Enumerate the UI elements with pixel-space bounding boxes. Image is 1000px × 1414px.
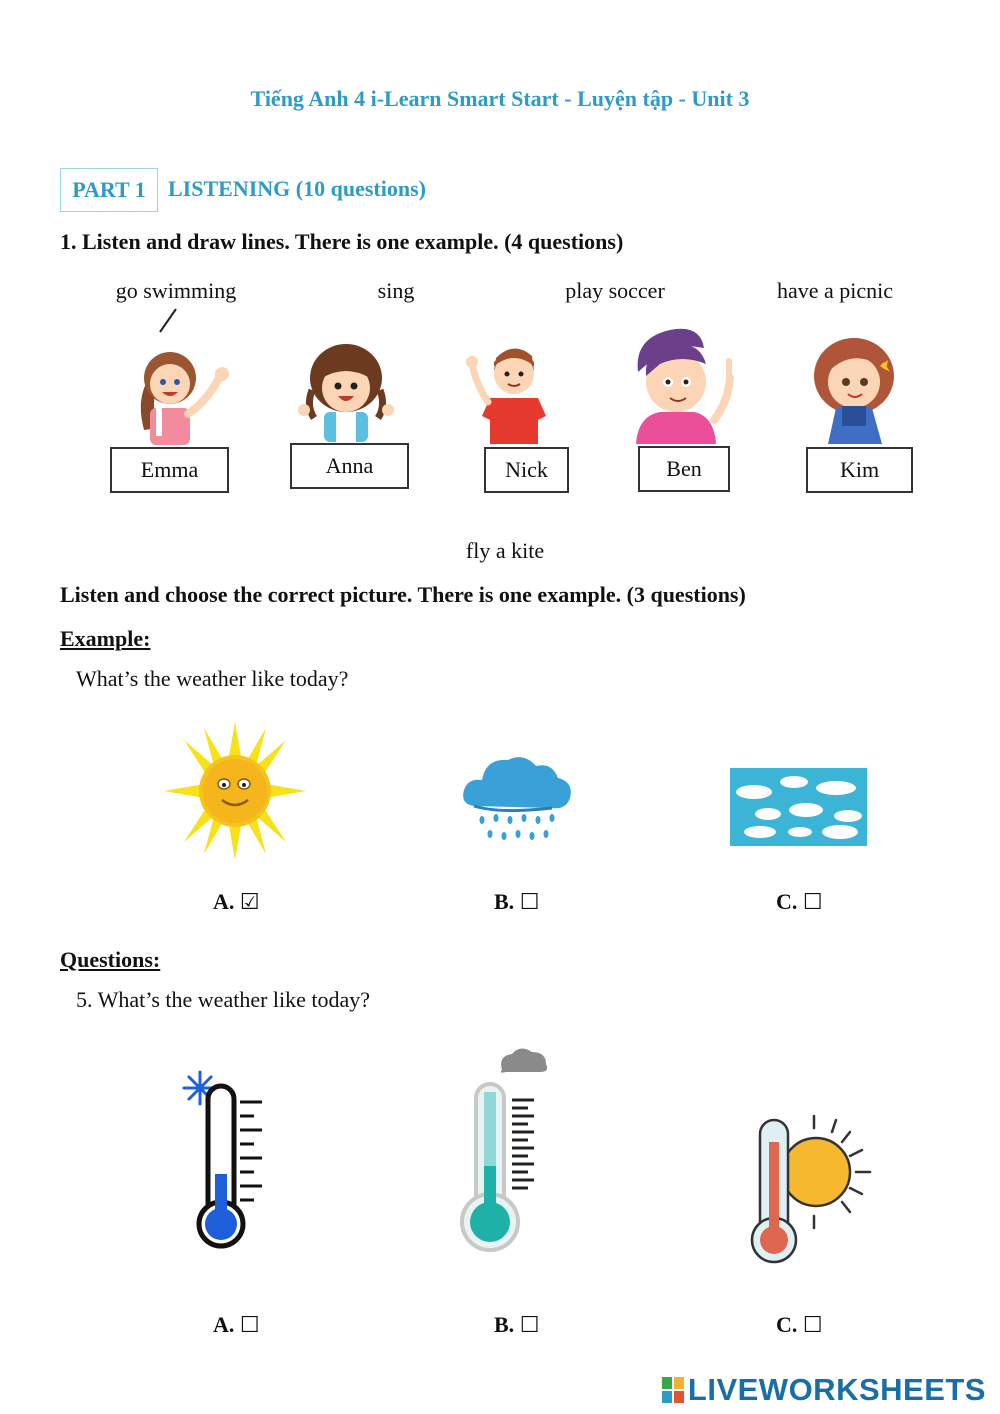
q5-option-a[interactable]: A. ☐ [213,1312,260,1337]
liveworksheets-logo-icon [662,1377,684,1403]
girl-anna-icon [296,340,396,442]
cool-thermometer-icon [458,1044,552,1252]
part-number-box: PART 1 [60,168,158,212]
liveworksheets-logo [662,1372,986,1408]
name-box-emma: Emma [110,447,229,493]
name-box-nick: Nick [484,447,569,493]
activity-label: sing [377,278,415,303]
checkbox[interactable]: ☐ [519,889,540,914]
activity-label: play soccer [565,278,665,303]
checkbox[interactable]: ☐ [802,1312,823,1337]
cold-thermometer-icon [178,1066,268,1254]
section2-heading: Listen and choose the correct picture. There is one example. (3 questions) [60,582,746,607]
girl-emma-icon [128,340,232,445]
section1-heading: 1. Listen and draw lines. There is one example. (4 questions) [60,229,624,254]
q5-option-c[interactable]: C. ☐ [776,1312,823,1337]
checkbox[interactable]: ☐ [239,1312,260,1337]
example-label: Example: [60,626,151,651]
example-line [154,306,180,336]
sun-icon [164,722,306,860]
activity-label: go swimming [115,278,237,303]
name-box-anna: Anna [290,443,409,489]
boy-nick-icon [464,340,560,444]
example-question: What’s the weather like today? [76,666,349,691]
example-option-a[interactable]: A. ☑ [213,889,260,914]
page-title: Tiếng Anh 4 i-Learn Smart Start - Luyện tập - Unit 3 [250,86,750,111]
question-5: 5. What’s the weather like today? [76,987,371,1012]
example-option-c[interactable]: C. ☐ [776,889,823,914]
questions-label: Questions: [60,947,161,972]
brand-text: LIVEWORKSHEETS [687,1372,986,1407]
checkbox[interactable]: ☐ [802,889,823,914]
hot-thermometer-icon [746,1112,876,1266]
checkbox-checked[interactable]: ☑ [239,889,260,914]
name-box-ben: Ben [638,446,730,492]
cloudy-sky-icon [730,768,867,846]
activity-label-bottom: fly a kite [465,538,545,563]
q5-option-b[interactable]: B. ☐ [494,1312,540,1337]
activity-label: have a picnic [776,278,894,303]
checkbox[interactable]: ☐ [519,1312,540,1337]
part-label: LISTENING (10 questions) [168,176,426,201]
rain-cloud-icon [460,752,574,848]
boy-ben-icon [630,324,744,444]
name-box-kim: Kim [806,447,913,493]
girl-kim-icon [806,328,904,444]
example-option-b[interactable]: B. ☐ [494,889,540,914]
